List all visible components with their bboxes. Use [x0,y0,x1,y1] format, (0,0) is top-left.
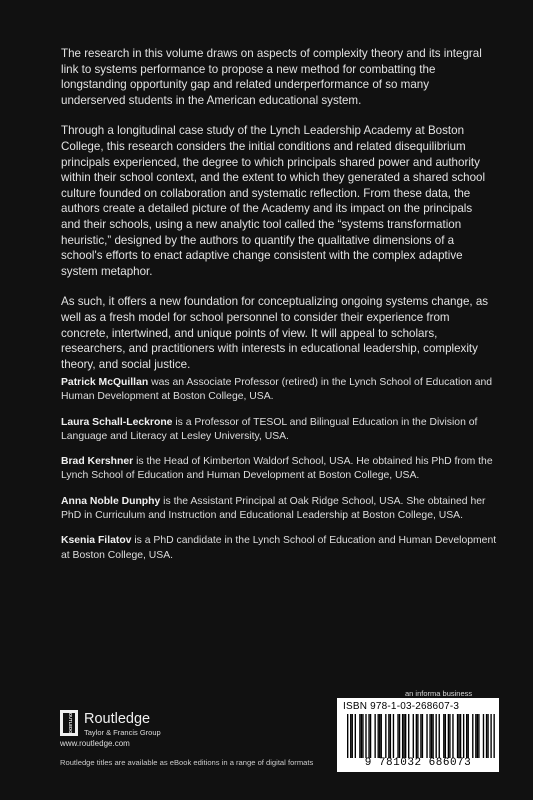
blurb-paragraph-3: As such, it offers a new foundation for conceptualizing ongoing systems change, as well as a fresh model for school personnel to consider their experience from concrete, intertwined, and unique points of view. It will appeal to scholars, researchers, and practitioners with interests in educational leadership, complexity theory, and social justice. [61,295,489,371]
author-bio [61,376,501,405]
routledge-logo-mark-icon [60,710,78,736]
author-bios [61,376,501,574]
publisher-name: Routledge [84,711,151,727]
author-description: was an Associate Professor (retired) in the Lynch School of Education and Human Development at Boston College, USA. [61,377,493,403]
author-name: Anna Noble Dunphy [61,495,161,507]
author-name: Brad Kershner [61,456,134,468]
author-description: is a Professor of TESOL and Bilingual Education in the Division of Language and Literacy at Lesley University, USA. [61,416,478,442]
isbn-barcode-box [337,698,499,772]
logo-mark-text: ROUTLEDGE [68,710,73,736]
author-bio [61,495,501,524]
author-name: Ksenia Filatov [61,535,132,547]
author-description: is the Assistant Principal at Oak Ridge School, USA. She obtained her PhD in Curriculum and Instruction and Educational Leadership at Boston College, USA. [61,495,486,522]
author-bio [61,455,501,484]
barcode-icon [347,714,495,758]
description-blurb [61,46,491,387]
publisher-website: www.routledge.com [60,739,130,748]
isbn-label: ISBN 978-1-03-268607-3 [343,701,460,712]
author-name: Laura Schall-Leckrone [61,416,173,428]
ebook-footnote: Routledge titles are available as eBook editions in a range of digital formats [60,758,314,767]
author-bio [61,534,501,563]
blurb-paragraph-2: Through a longitudinal case study of the Lynch Leadership Academy at Boston College, this research considers the initial conditions and related disequilibrium principals experienced, the degree to which principals shared power and authority within their school context, and the extent to which they generated a shared school culture founded on collaboration and systematic reflection. From these data, the authors create a detailed picture of the Academy and its impact on the principals and their schools, using a new analytic tool called the “systems transformation heuristic,” designed by the authors to quantify the qualitative dimensions of a school's efforts to enact adaptive change consistent with the complex adaptive system metaphor. [61,124,486,278]
blurb-paragraph-1: The research in this volume draws on aspects of complexity theory and its integral link to systems performance to propose a new method for combatting the longstanding opportunity gap and related underperformance of so many underserved students in the American educational system. [61,47,482,107]
informa-tagline: an informa business [405,689,473,698]
author-bio [61,416,501,445]
publisher-subtitle: Taylor & Francis Group [84,728,161,737]
author-description: is the Head of Kimberton Waldorf School, USA. He obtained his PhD from the Lynch School of Education and Human Development at Boston College, USA. [61,456,493,482]
barcode-digits: 9 781032 686073 [364,757,472,769]
author-description: is a PhD candidate in the Lynch School of Education and Human Development at Boston College, USA. [61,535,497,561]
author-name: Patrick McQuillan [61,377,149,388]
